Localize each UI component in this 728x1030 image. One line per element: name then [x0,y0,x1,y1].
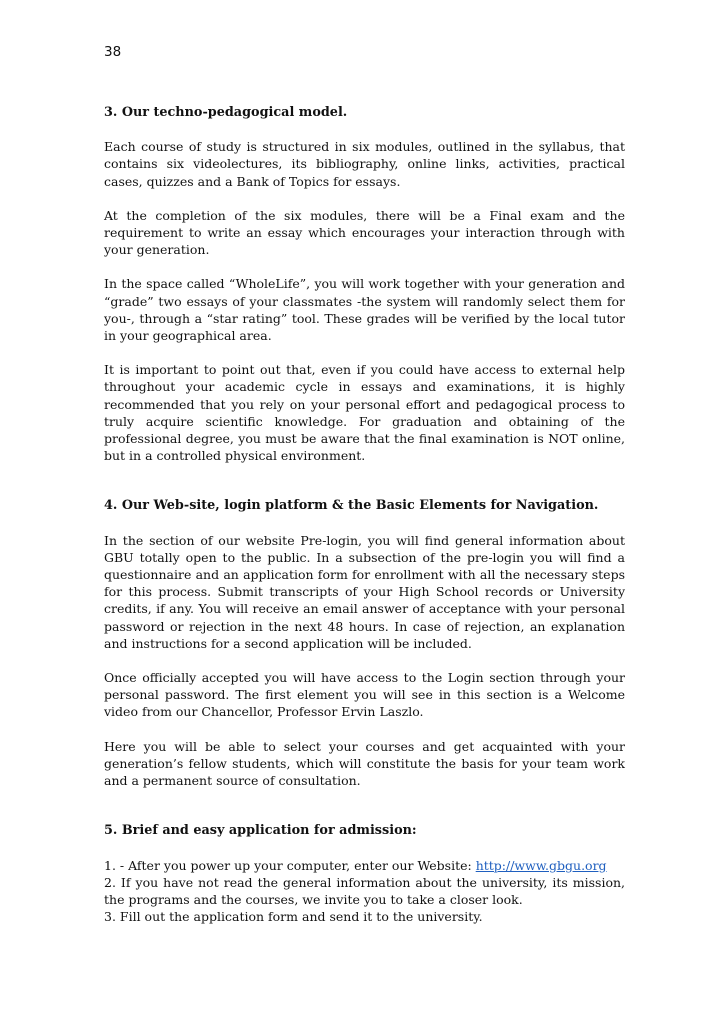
list-item-3: 3. Fill out the application form and send it to the university. [104,909,483,925]
list-item-2: 2. If you have not read the general information about the university, its mission, the programs and the courses, we invite you to take a closer look. [104,874,625,907]
section-3-paragraph-2: At the completion of the six modules, there will be a Final exam and the requirement to write an essay which encourages your interaction through with your generation. [104,207,625,258]
section-3-paragraph-1: Each course of study is structured in six modules, outlined in the syllabus, that contains six videolectures, its bibliography, online links, activities, practical cases, quizzes and a Bank of Topics for essays. [104,139,625,189]
section-3-heading: 3. Our techno-pedagogical model. [104,105,348,120]
section-4-heading: 4. Our Web-site, login platform & the Basic Elements for Navigation. [104,498,599,514]
section-5-heading: 5. Brief and easy application for admission: [104,823,417,839]
section-4-paragraph-2: Once officially accepted you will have access to the Login section through your personal password. The first element you will see in this section is a Welcome video from our Chancellor, Professor Ervin Laszlo. [104,670,625,720]
list-item-1-text: 1. - After you power up your computer, enter our Website: [104,857,476,873]
page-number: 38 [104,44,122,60]
section-4-paragraph-1: In the section of our website Pre-login, you will find general information about GBU totally open to the public. In a subsection of the pre-login you will find a questionnaire and an application form for enrollment with all the necessary steps for this process. Submit transcripts of your High School records or University credits, if any. You will receive an email answer of acceptance with your personal password or rejection in the next 48 hours. In case of rejection, an explanation and instructions for a second application will be included. [104,532,625,651]
section-4-paragraph-3: Here you will be able to select your courses and get acquainted with your generation’s fellow students, which will constitute the basis for your team work and a permanent source of consultation. [104,738,625,789]
document-body [104,104,625,925]
section-3-paragraph-3: In the space called “WholeLife”, you will work together with your generation and “grade” two essays of your classmates -the system will randomly select them for you-, through a “star rating” tool. These grades will be verified by the local tutor in your geographical area. [104,276,625,344]
section-3-paragraph-4: It is important to point out that, even if you could have access to external help throughout your academic cycle in essays and examinations, it is highly recommended that you rely on your personal effort and pedagogical process to truly acquire scientific knowledge. For graduation and obtaining of the professional degree, you must be aware that the final examination is NOT online, but in a controlled physical environment. [104,362,625,464]
list-item-1 [104,857,625,874]
website-link[interactable]: http://www.gbgu.org [475,857,607,873]
